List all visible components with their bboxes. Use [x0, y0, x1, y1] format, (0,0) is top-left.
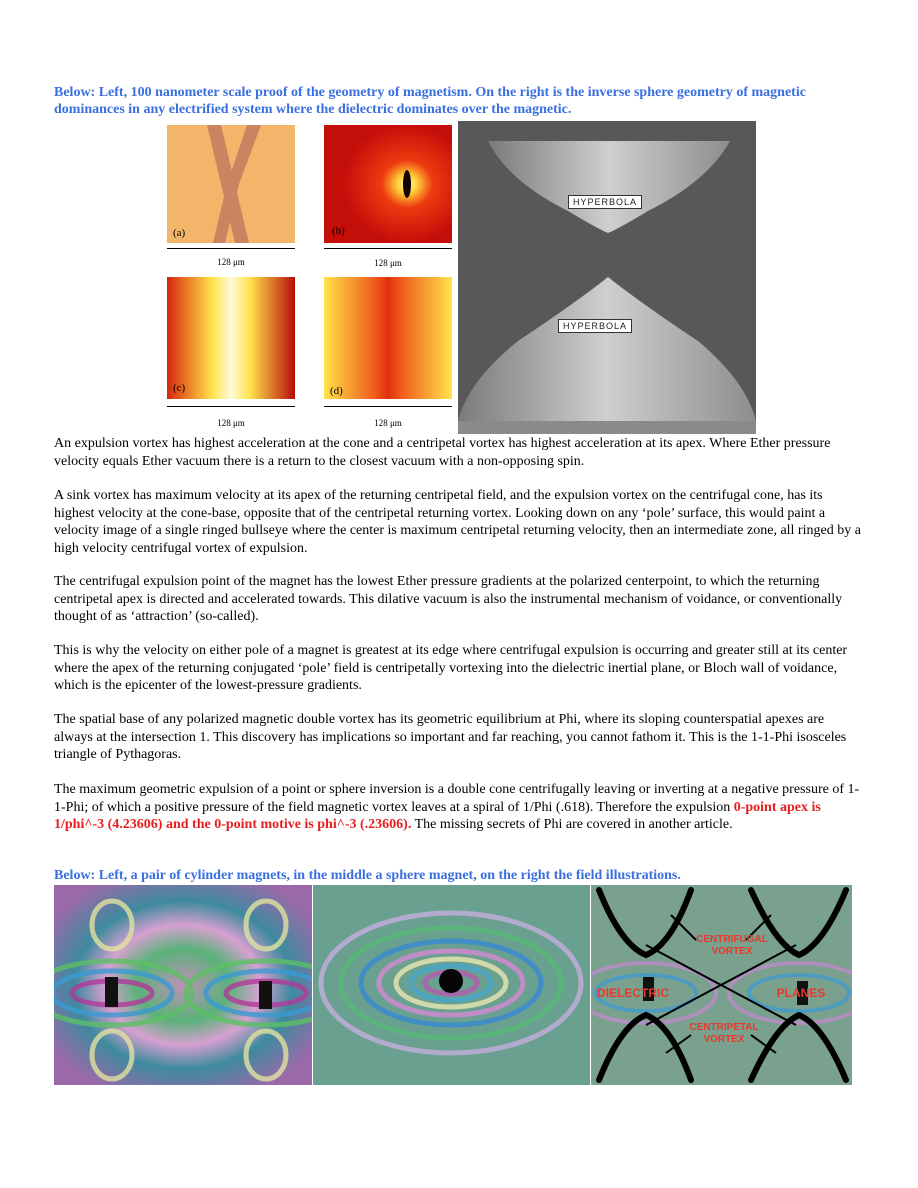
panel-b-scale: 128 μm — [374, 258, 402, 268]
panel-c-label: (c) — [173, 382, 186, 394]
annotation-centripetal-vortex: CENTRIPETAL VORTEX — [689, 1022, 759, 1045]
hyperbola-label-top: HYPERBOLA — [568, 195, 642, 209]
caption-top: Below: Left, 100 nanometer scale proof of the geometry of magnetism. On the right is the inverse sphere geometry of magnetic dominances in any electrified system where the dielectric dominates over the magnetic. — [54, 85, 806, 117]
paragraph-6-part2: The missing secrets of Phi are covered in another article. — [411, 817, 733, 832]
phi-highlight: 0-point apex is 1/phi^-3 (4.23606) and the 0-point motive is phi^-3 (.23606). — [54, 799, 821, 832]
annotation-dielectric: DIELECTRIC — [597, 986, 669, 1000]
panel-d-label: (d) — [330, 385, 343, 397]
field-illustration-drawing — [591, 885, 852, 1085]
panel-a-scale: 128 μm — [217, 257, 245, 267]
panel-b-label: (b) — [332, 225, 345, 237]
paragraph-3: The centrifugal expulsion point of the magnet has the lowest Ether pressure gradients at the polarized centerpoint, to which the returning centripetal apex is directed and accelerated towards. This dilative vacuum is also the instrumental mechanism of voidance, or conventionally thought of as ‘attraction’ (so-called). — [54, 574, 843, 624]
figure-sphere-magnet — [313, 885, 590, 1085]
paragraph-6 — [54, 781, 866, 834]
panel-c-image — [167, 277, 295, 399]
panel-a-image — [167, 125, 295, 243]
hyperbola-photo — [458, 121, 756, 434]
paragraph-4: This is why the velocity on either pole of a magnet is greatest at its edge where centrifugal expulsion is occurring and greater still at its center where the apex of the returning conjugated ‘pole’ field is centripetally vortexing into the dielectric inertial plane, or Bloch wall of voidance, which is the epicenter of the lowest-pressure gradients. — [54, 643, 848, 693]
panel-c-scale: 128 μm — [217, 418, 245, 428]
annotation-centrifugal-vortex: CENTRIFUGAL VORTEX — [696, 934, 768, 957]
panel-a-label: (a) — [173, 227, 186, 239]
sphere-magnet-field — [313, 885, 590, 1085]
panel-d-image — [324, 277, 452, 399]
paragraph-6-part1: The maximum geometric expulsion of a point or sphere inversion is a double cone centrifugally leaving or inverting at a negative pressure of 1-1-Phi; of which a positive pressure of the field magnetic vortex leaves at a spiral of 1/Phi (.618). Therefore the expulsion — [54, 782, 860, 815]
paragraph-1: An expulsion vortex has highest acceleration at the cone and a centripetal vortex has highest acceleration at its apex. Where Ether pressure velocity equals Ether vacuum there is a return to the closest vacuum with a non-opposing spin. — [54, 436, 831, 469]
caption-bottom: Below: Left, a pair of cylinder magnets, in the middle a sphere magnet, on the right the field illustrations. — [54, 868, 681, 883]
cylinder-magnets-field — [54, 885, 312, 1085]
paragraph-2: A sink vortex has maximum velocity at its apex of the returning centripetal field, and the expulsion vortex on the centrifugal cone, has its highest velocity at the cone-base, opposite that of the centripetal returning vortex. Looking down on any ‘pole’ surface, this would paint a velocity image of a single ringed bullseye where the center is maximum centripetal returning velocity, then an intermediate zone, all ringed by a high velocity centrifugal vortex of expulsion. — [54, 488, 861, 556]
figure-top-right — [458, 121, 756, 434]
annotation-planes: PLANES — [776, 986, 826, 1000]
figure-cylinder-magnets — [54, 885, 312, 1085]
hyperbola-label-bottom: HYPERBOLA — [558, 319, 632, 333]
figure-top-left — [160, 121, 460, 435]
paragraph-5: The spatial base of any polarized magnetic double vortex has its geometric equilibrium at Phi, where its sloping counterspatial apexes are always at the intersection 1. This discovery has implications so important and far reaching, you cannot fathom it. This is the 1-1-Phi isosceles triangle of Pythagoras. — [54, 712, 847, 762]
panel-d-scale: 128 μm — [374, 418, 402, 428]
figure-field-illustration — [591, 885, 852, 1085]
